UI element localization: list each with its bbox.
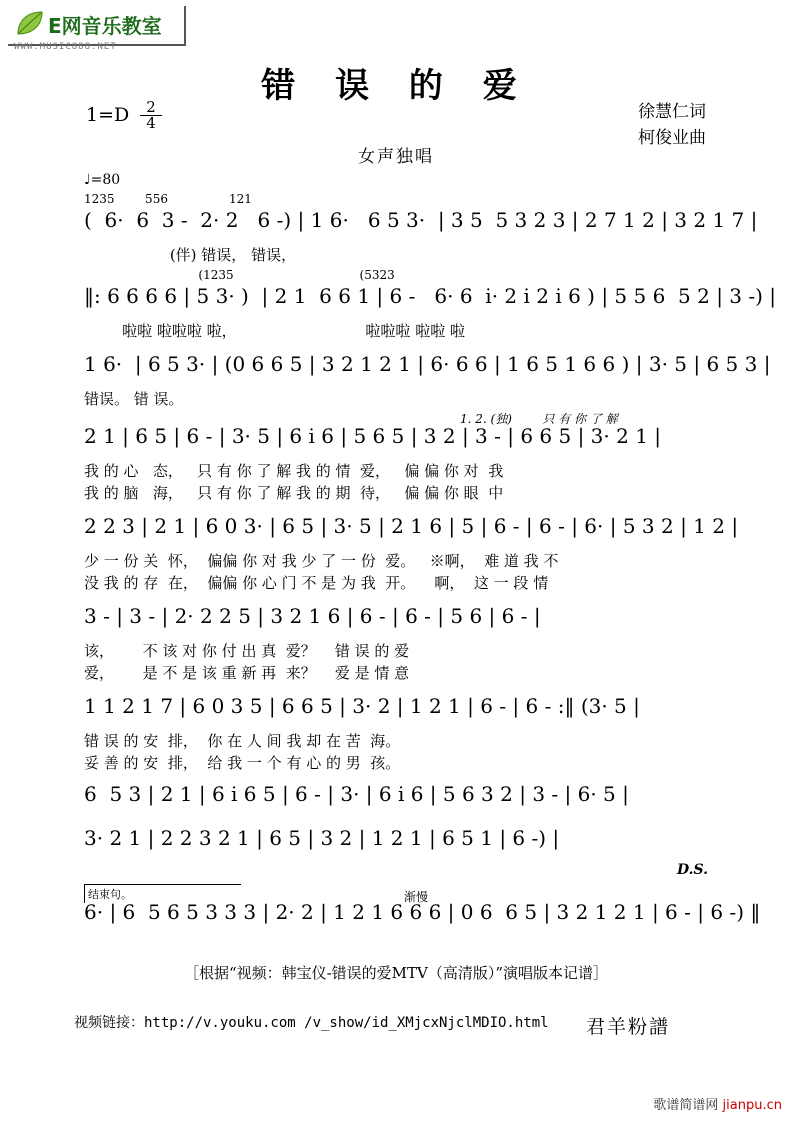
system-2-ornaments: (1235 (5323 <box>84 268 395 282</box>
system-6-lyrics-verse2: 爱， 是 不 是 该 重 新 再 来？ 爱 是 情 意 <box>84 664 410 682</box>
system-3 <box>0 352 792 426</box>
system-5-lyrics-verse1: 少 一 份 关 怀， 偏偏 你 对 我 少 了 一 份 爱。 ※啊， 难 道 我 不 <box>84 552 559 570</box>
site-footer[interactable] <box>653 1094 782 1113</box>
system-6-notes: 3 - | 3 - | 2· 2 2 5 | 3 2 1 6 | 6 - | 6 - | 5 6 | 6 - | <box>84 604 541 628</box>
logo-brand-text: E网音乐教室 <box>48 14 162 38</box>
system-9-notes: 3· 2 1 | 2 2 3 2 1 | 6 5 | 3 2 | 1 2 1 | 6 5 1 | 6 -) | <box>84 826 560 850</box>
system-1-ornaments: 1235 556 121 <box>84 192 252 206</box>
system-5-notes: 2 2 3 | 2 1 | 6 0 3· | 6 5 | 3· 5 | 2 1 6 | 5 | 6 - | 6 - | 6· | 5 3 2 | 1 2 | <box>84 514 739 538</box>
system-1 <box>0 192 792 266</box>
system-10 <box>0 900 792 936</box>
ending-label: 结束句。 <box>88 889 132 901</box>
tempo-marking: ♩=80 <box>84 172 121 188</box>
system-9 <box>0 826 792 862</box>
system-5-lyrics-verse2: 没 我 的 存 在， 偏偏 你 心 门 不 是 为 我 开。 啊， 这 一 段 情 <box>84 574 549 592</box>
system-10-notes: 6· | 6 5 6 5 3 3 3 | 2· 2 | 1 2 1 6 6 6 | 0 6 6 5 | 3 2 1 2 1 | 6 - | 6 -) ‖ <box>84 900 761 924</box>
site-name: 歌谱简谱网 <box>653 1098 719 1113</box>
time-signature-numerator: 2 <box>140 100 162 116</box>
system-7-lyrics-verse2: 妥 善 的 安 排， 给 我 一 个 有 心 的 男 孩。 <box>84 754 401 772</box>
site-url[interactable]: jianpu.cn <box>722 1098 782 1113</box>
composer-credit: 柯俊业曲 <box>638 127 706 148</box>
system-6-lyrics-verse1: 该， 不 该 对 你 付 出 真 爱？ 错 误 的 爱 <box>84 642 410 660</box>
system-7 <box>0 694 792 774</box>
system-8 <box>0 782 792 818</box>
system-3-volta-annotation: 1. 2. (独) 只 有 你 了 解 <box>460 412 618 426</box>
system-7-lyrics-verse1: 错 误 的 安 排， 你 在 人 间 我 却 在 苦 海。 <box>84 732 401 750</box>
rit-marking: 渐慢 <box>404 890 429 904</box>
ds-marking: D.S. <box>676 862 708 878</box>
performance-type: 女声独唱 <box>358 147 434 167</box>
time-signature <box>140 100 162 131</box>
system-2 <box>0 268 792 342</box>
system-1-notes: ( 6· 6 3 - 2· 2 6 -) | 1 6· 6 5 3· | 3 5 5 3 2 3 | 2 7 1 2 | 3 2 1 7 | <box>84 208 758 232</box>
system-5 <box>0 514 792 594</box>
lyricist-credit: 徐慧仁词 <box>638 102 706 122</box>
system-7-notes: 1 1 2 1 7 | 6 0 3 5 | 6 6 5 | 3· 2 | 1 2 1 | 6 - | 6 - :‖ (3· 5 | <box>84 694 640 718</box>
system-4-lyrics-verse1: 我 的 心 态， 只 有 你 了 解 我 的 情 爱， 偏 偏 你 对 我 <box>84 462 504 480</box>
system-3-lyrics: 错误。 错 误。 <box>84 390 184 408</box>
time-signature-denominator: 4 <box>146 114 156 132</box>
system-6 <box>0 604 792 684</box>
system-4-lyrics-verse2: 我 的 脑 海， 只 有 你 了 解 我 的 期 待， 偏 偏 你 眼 中 <box>84 484 504 502</box>
source-note: ［根据“视频：韩宝仪-错误的爱MTV（高清版）”演唱版本记谱］ <box>183 964 609 982</box>
system-8-notes: 6 5 3 | 2 1 | 6 i 6 5 | 6 - | 3· | 6 i 6 | 5 6 3 2 | 3 - | 6· 5 | <box>84 782 629 806</box>
key-signature: 1=D <box>86 104 130 126</box>
system-1-lyrics: (伴) 错误， 错误， <box>84 246 297 264</box>
system-2-lyrics: 啦啦 啦啦啦 啦， 啦啦啦 啦啦 啦 <box>84 322 465 340</box>
system-3-notes: 1 6· | 6 5 3· | (0 6 6 5 | 3 2 1 2 1 | 6· 6 6 | 1 6 5 1 6 6 ) | 3· 5 | 6 5 3 | <box>84 352 771 376</box>
transcriber-signature: 君羊粉譜 <box>586 1016 671 1038</box>
system-4 <box>0 424 792 504</box>
video-link[interactable]: 视频链接：http://v.youku.com /v_show/id_XMjcxNjclMDIO.html <box>74 1015 549 1031</box>
page-title: 错 误 的 爱 <box>261 66 531 106</box>
leaf-icon <box>14 10 44 38</box>
site-logo[interactable] <box>8 6 184 54</box>
system-4-notes: 2 1 | 6 5 | 6 - | 3· 5 | 6 i 6 | 5 6 5 | 3 2 | 3 - | 6 6 5 | 3· 2 1 | <box>84 424 662 448</box>
system-2-notes: ‖: 6 6 6 6 | 5 3· ) | 2 1 6 6 1 | 6 - 6· 6 i· 2 i 2 i 6 ) | 5 5 6 5 2 | 3 -) | <box>84 284 777 308</box>
logo-url-text: WWW.MUSIC888.NET <box>14 42 117 52</box>
